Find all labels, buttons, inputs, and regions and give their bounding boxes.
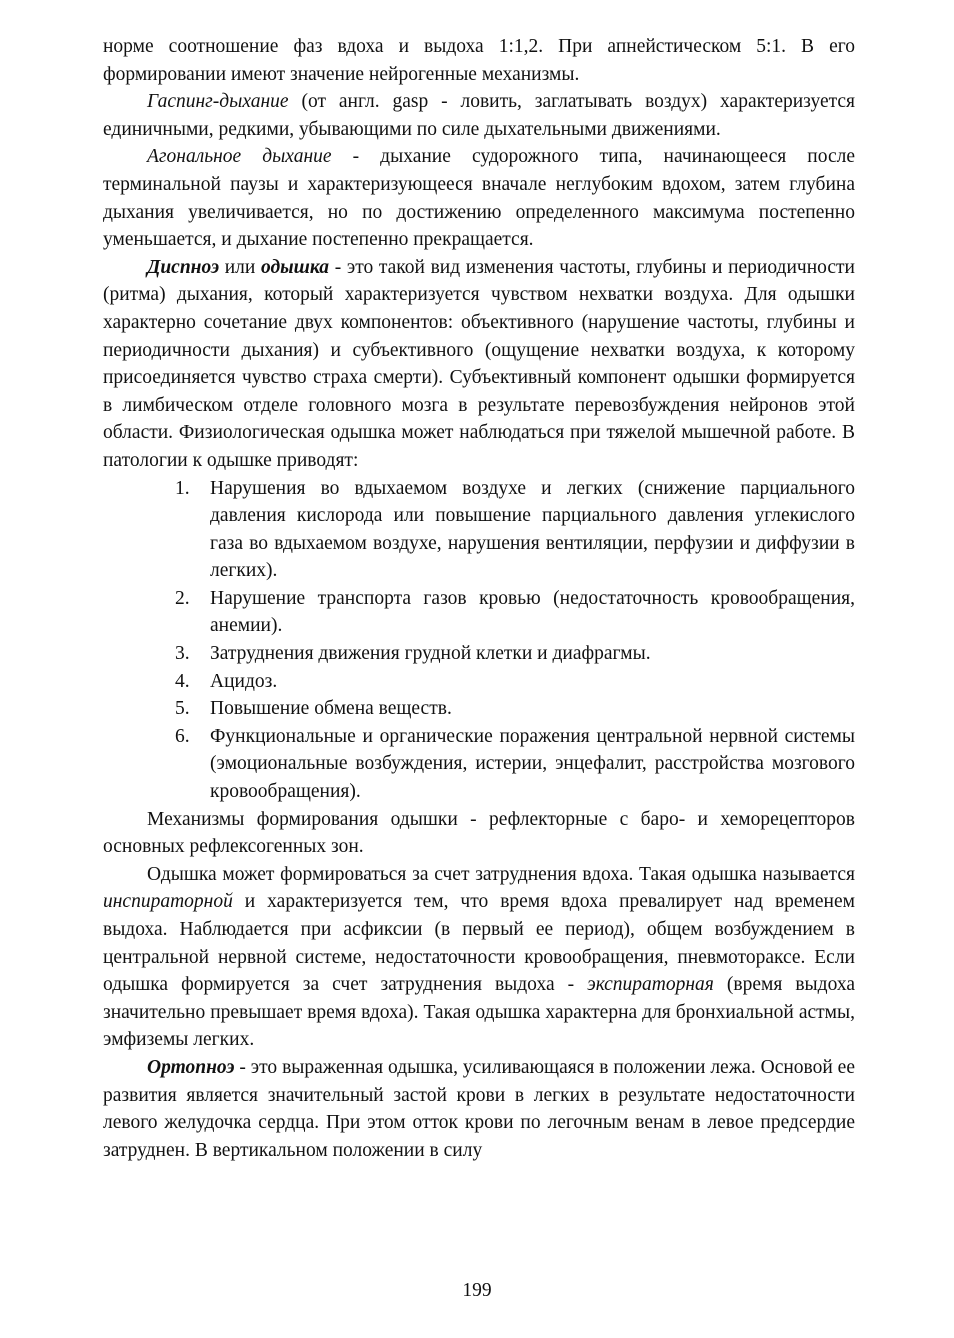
- paragraph-dyspnea: [103, 254, 855, 475]
- list-item: [103, 695, 855, 723]
- paragraph-agonal: [103, 143, 855, 253]
- list-item-number: 6.: [175, 725, 190, 747]
- list-item: [103, 668, 855, 696]
- agonal-definition: - дыхание судорожного типа, начинающееся после терминальной паузы и характеризующееся вначале неглубоким вдохом, затем глубина дыхания увеличивается, но по достижению определенного максимума постепенно уменьшается, и дыхание постепенно прекращается.: [103, 146, 855, 251]
- page-body: [103, 33, 855, 1164]
- list-item-text: Ацидоз.: [210, 670, 278, 692]
- dyspnea-definition: - это такой вид изменения частоты, глубины и периодичности (ритма) дыхания, который характеризуется чувством нехватки воздуха. Для одышки характерно сочетание двух компонентов: объективного (нарушение частоты, глубины и периодичности дыхания) и субъективного (ощущение нехватки воздуха, к которому присоединяется чувство страха смерти). Субъективный компонент одышки формируется в лимбическом отделе головного мозга в результате перевозбуждения нейронов этой области. Физиологическая одышка может наблюдаться при тяжелой мышечной работе. В патологии к одышке приводят:: [103, 256, 855, 471]
- list-item: [103, 585, 855, 640]
- term-shortness-of-breath: одышка: [260, 256, 330, 278]
- term-agonal: Агональное дыхание: [147, 146, 332, 168]
- list-item-number: 4.: [175, 670, 190, 692]
- gasping-definition: (от англ. gasp - ловить, заглатывать воздух) характеризуется единичными, редкими, убывающими по силе дыхательными движениями.: [103, 91, 855, 140]
- term-gasping: Гаспинг-дыхание: [147, 91, 289, 113]
- list-item: [103, 640, 855, 668]
- term-inspiratory: инспираторной: [103, 891, 233, 913]
- list-item-text: Функциональные и органические поражения центральной нервной системы (эмоциональные возбуждения, истерии, энцефалит, расстройства мозгового кровообращения).: [210, 725, 855, 803]
- term-dyspnea: Диспноэ: [147, 256, 220, 278]
- paragraph-orthopnea: [103, 1054, 855, 1164]
- list-item-number: 3.: [175, 643, 190, 665]
- list-item-text: Нарушения во вдыхаемом воздухе и легких (снижение парциального давления кислорода или повышение парциального давления углекислого газа во вдыхаемом воздухе, нарушения вентиляции, перфузии и диффузии в легких).: [210, 477, 855, 582]
- list-item-text: Повышение обмена веществ.: [210, 698, 452, 720]
- list-item: [103, 723, 855, 806]
- list-item-text: Нарушение транспорта газов кровью (недостаточность кровообращения, анемии).: [210, 587, 855, 637]
- list-item: [103, 475, 855, 585]
- term-orthopnea: Ортопноэ: [147, 1056, 235, 1078]
- paragraph-mechanisms: Механизмы формирования одышки - рефлекторные с баро- и хеморецепторов основных рефлексогенных зон.: [103, 808, 855, 858]
- inspiratory-lead: Одышка может формироваться за счет затруднения вдоха. Такая одышка называется: [147, 863, 855, 885]
- paragraph-gasping: [103, 88, 855, 143]
- causes-list: [103, 475, 855, 806]
- list-item-number: 1.: [175, 477, 190, 499]
- list-item-text: Затруднения движения грудной клетки и диафрагмы.: [210, 643, 651, 665]
- term-expiratory: экспираторная: [587, 974, 714, 996]
- inspiratory-description: и характеризуется тем, что время вдоха превалирует над временем выдоха. Наблюдается при асфиксии (в первый ее период), общем возбуждением в центральной нервной системе, недостаточности кровообращения, пневмотораксе. Если одышка формируется за счет затруднения выдоха -: [103, 891, 855, 996]
- expiratory-description: (время выдоха значительно превышает время вдоха). Такая одышка характерна для бронхиальной астмы, эмфиземы легких.: [103, 974, 855, 1051]
- page-number: 199: [462, 1280, 492, 1301]
- dyspnea-connector: или: [219, 256, 261, 278]
- paragraph-intro: норме соотношение фаз вдоха и выдоха 1:1,2. При апнейстическом 5:1. В его формировании имеют значение нейрогенные механизмы.: [103, 36, 855, 85]
- orthopnea-definition: - это выраженная одышка, усиливающаяся в положении лежа. Основой ее развития является значительный застой крови в легких в результате недостаточности левого желудочка сердца. При этом отток крови по легочным венам в левое предсердие затруднен. В вертикальном положении в силу: [103, 1056, 855, 1161]
- paragraph-inspiratory-expiratory: [103, 861, 855, 1054]
- list-item-number: 5.: [175, 698, 190, 720]
- list-item-number: 2.: [175, 587, 190, 609]
